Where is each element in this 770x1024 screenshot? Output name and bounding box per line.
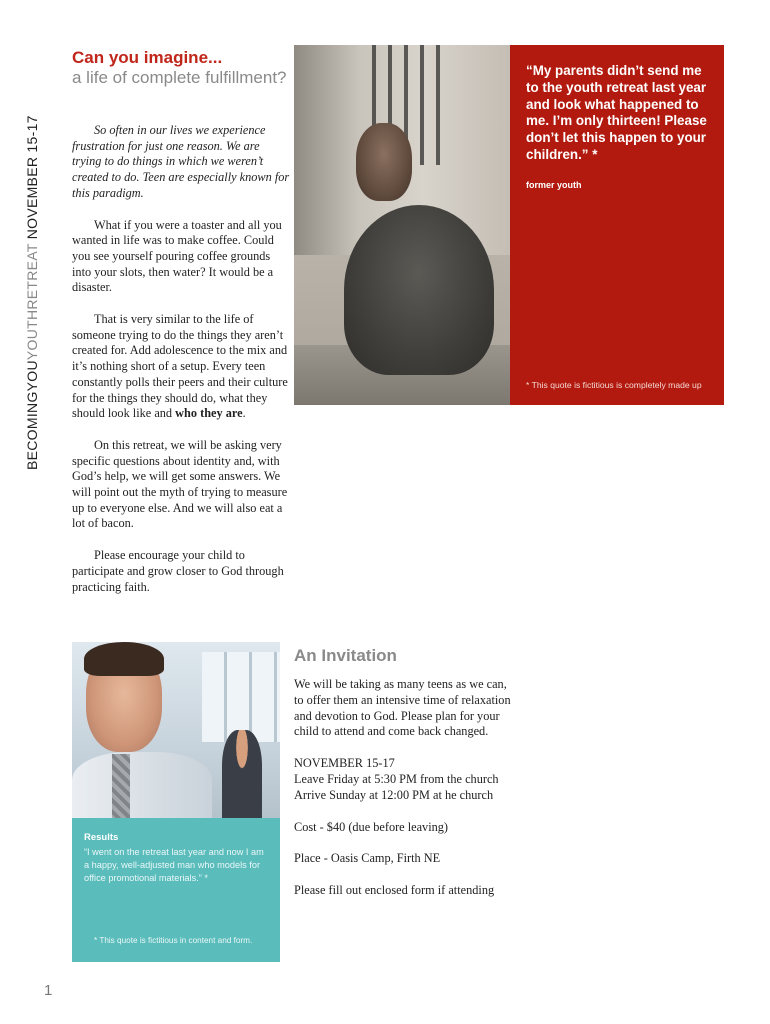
page-number: 1 <box>44 982 53 999</box>
headline <box>72 48 292 87</box>
body-paragraph-3-end: . <box>242 406 246 421</box>
red-quote-attribution: former youth <box>526 179 582 190</box>
invitation-leave: Leave Friday at 5:30 PM from the church <box>294 771 499 786</box>
results-note: * This quote is fictitious in content and form. <box>94 936 253 945</box>
homeless-man-photo <box>294 45 510 405</box>
side-title-part3: NOVEMBER 15-17 <box>24 115 40 244</box>
red-quote-note: * This quote is fictitious is completely made up <box>526 380 702 390</box>
side-title-part2: YOUTHRETREAT <box>24 243 40 361</box>
invitation-title: An Invitation <box>294 646 397 665</box>
invitation-arrive: Arrive Sunday at 12:00 PM at he church <box>294 787 494 802</box>
results-box <box>72 818 280 962</box>
results-quote: “I went on the retreat last year and now I am a happy, well-adjusted man who models for office promotional materials.” * <box>84 847 264 884</box>
body-paragraph-1: So often in our lives we experience frustration for just one reason. We are trying to do things in which we weren’t created to do. Teen are especially known for this paradigm. <box>72 123 290 200</box>
side-title-part1: BECOMINGYOU <box>24 360 40 470</box>
invitation-form: Please fill out enclosed form if attending <box>294 883 495 898</box>
vertical-retreat-title <box>22 70 42 470</box>
results-heading: Results <box>84 832 119 843</box>
red-quote-text: “My parents didn’t send me to the youth retreat last year and look what happened to me. I’m only thirteen! Please don’t let this happen to your children.” * <box>526 63 707 162</box>
body-paragraph-4: On this retreat, we will be asking very specific questions about identity and, with God’s help, we will get some answers. We will point out the myth of trying to measure up to everyone else. And we will also eat a lot of bacon. <box>72 437 288 531</box>
invitation-dates: NOVEMBER 15-17 <box>294 756 395 771</box>
red-quote-box <box>510 45 724 405</box>
invitation-intro: We will be taking as many teens as we can, to offer them an intensive time of relaxation and devotion to God. Please plan for your child to attend and come back changed. <box>294 677 511 739</box>
headline-line1: Can you imagine... <box>72 48 223 67</box>
headline-line2: a life of complete fulfillment? <box>72 68 287 87</box>
invitation-place: Place - Oasis Camp, Firth NE <box>294 851 441 866</box>
body-paragraph-3-start: That is very similar to the life of someone trying to do the things they aren’t created for. Add adolescence to the mix and it’s nothing short of a setup. Every teen constantly polls their peers and their culture for the things they should do, what they should look like and <box>72 312 288 421</box>
body-paragraph-3 <box>72 312 290 422</box>
invitation-section <box>294 645 512 899</box>
body-paragraph-5: Please encourage your child to participate and grow closer to God through practicing faith. <box>72 548 284 594</box>
body-column <box>72 123 290 611</box>
businessman-photo <box>72 642 280 818</box>
body-paragraph-2: What if you were a toaster and all you wanted in life was to make coffee. Could you see yourself pouring coffee grounds into your slots, then water? It would be a disaster. <box>72 217 282 295</box>
body-paragraph-3-bold: who they are <box>175 406 243 421</box>
invitation-cost: Cost - $40 (due before leaving) <box>294 819 449 834</box>
